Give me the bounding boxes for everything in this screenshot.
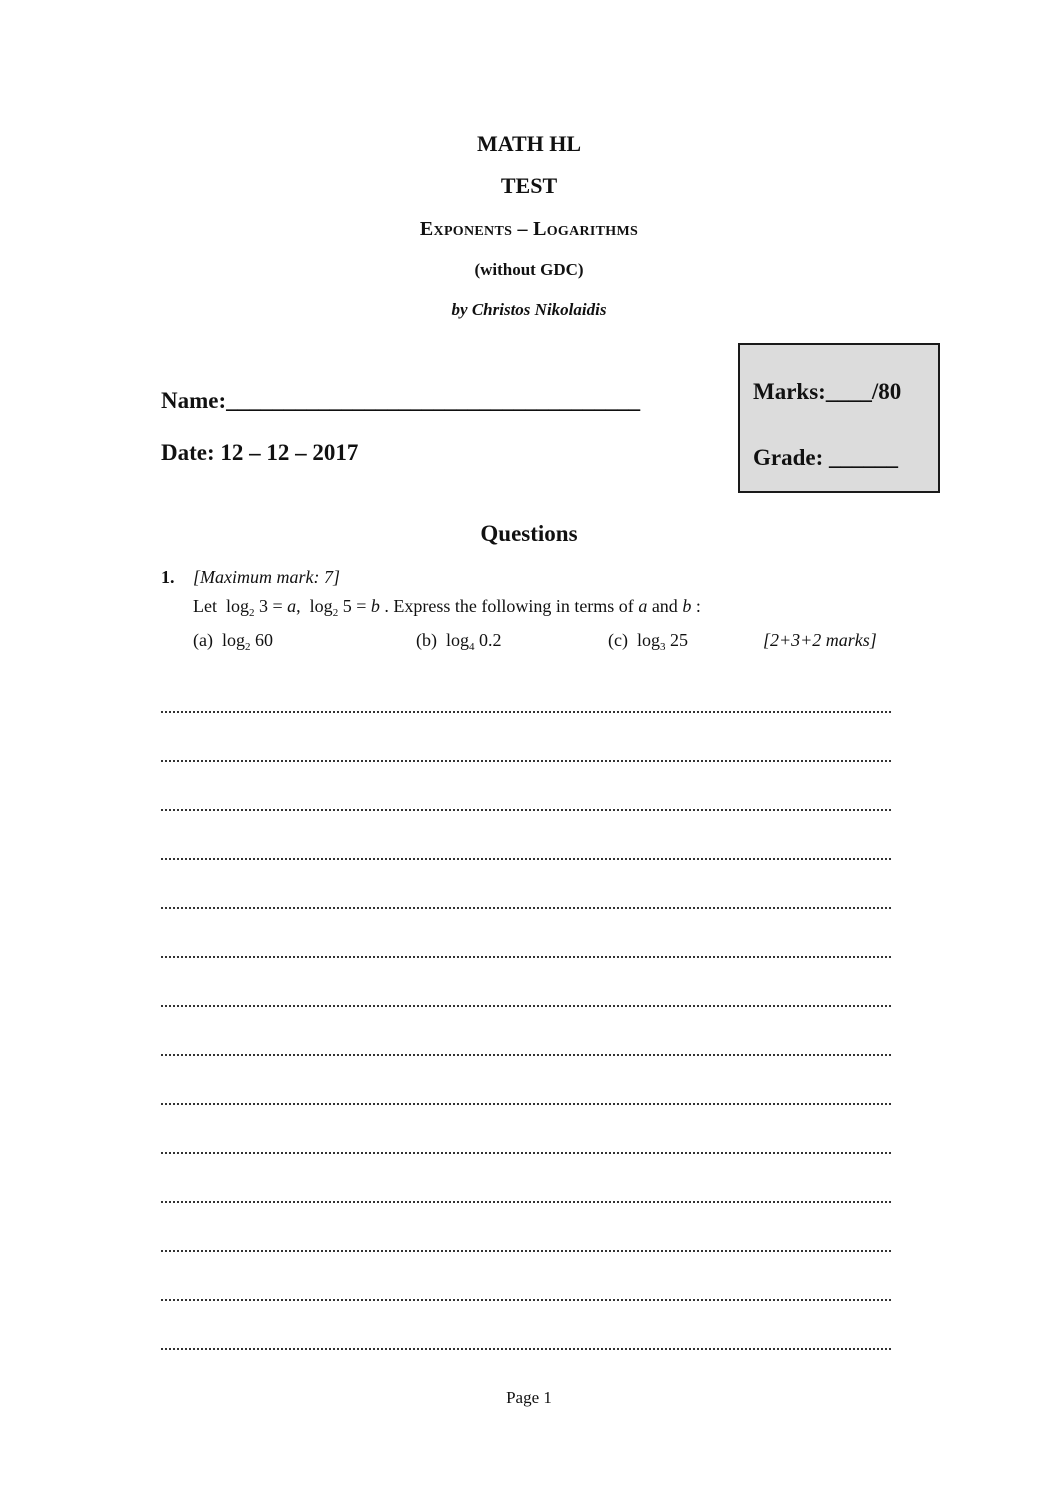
answer-line[interactable] [161,1348,891,1350]
marks-field[interactable]: Marks:____/80 [753,379,902,404]
log-word: log [226,596,250,616]
answer-line[interactable] [161,1103,891,1105]
questions-heading: Questions [480,521,578,546]
answer-line[interactable] [161,1054,891,1056]
express-text: . Express the following in terms of [384,596,634,616]
date-line: Date: 12 – 12 – 2017 [161,440,359,465]
answer-line[interactable] [161,1250,891,1252]
marks-box [738,343,940,493]
answer-line[interactable] [161,956,891,958]
let-word: Let [193,596,217,616]
log-base: 2 [332,607,339,619]
name-field[interactable]: Name:____________________________________ [161,388,641,413]
answer-line[interactable] [161,809,891,811]
part-b-label: (b) [416,630,437,650]
part-a [193,630,273,653]
part-b [416,630,502,653]
part-b-arg: 0.2 [479,630,502,650]
log-word: log [309,596,333,616]
variable-b: b [682,596,692,616]
log-word: log [636,630,660,650]
question-statement [193,596,701,619]
answer-line[interactable] [161,711,891,713]
course-title: MATH HL [476,131,582,156]
colon: : [695,596,701,616]
answer-line[interactable] [161,1299,891,1301]
part-c [608,630,688,653]
grade-field[interactable]: Grade: ______ [753,445,899,470]
condition-note: (without GDC) [474,260,584,279]
question-max-mark: [Maximum mark: 7] [193,567,340,587]
answer-line[interactable] [161,858,891,860]
part-a-base: 2 [245,641,251,653]
variable-b: b [370,596,380,616]
part-marks: [2+3+2 marks] [763,630,877,650]
topic-title: Exponents – Logarithms [419,218,639,240]
part-a-label: (a) [193,630,213,650]
part-b-base: 4 [469,641,475,653]
log-base: 2 [249,607,255,619]
comma: , [296,596,301,616]
log-word: log [221,630,245,650]
part-a-arg: 60 [255,630,273,650]
answer-line[interactable] [161,760,891,762]
question-number: 1. [161,567,175,587]
answer-line[interactable] [161,1005,891,1007]
equation-left: 3 = [259,596,283,616]
answer-line[interactable] [161,907,891,909]
and-word: and [651,596,678,616]
variable-a: a [287,596,297,616]
answer-line[interactable] [161,1201,891,1203]
page-number: Page 1 [506,1388,552,1407]
part-c-label: (c) [608,630,628,650]
test-title: TEST [500,173,558,198]
log-word: log [446,630,470,650]
equation-right: 5 = [342,596,367,616]
answer-line[interactable] [161,1152,891,1154]
author-line: by Christos Nikolaidis [451,300,607,319]
part-c-arg: 25 [670,630,688,650]
part-c-base: 3 [660,641,666,653]
variable-a: a [638,596,648,616]
